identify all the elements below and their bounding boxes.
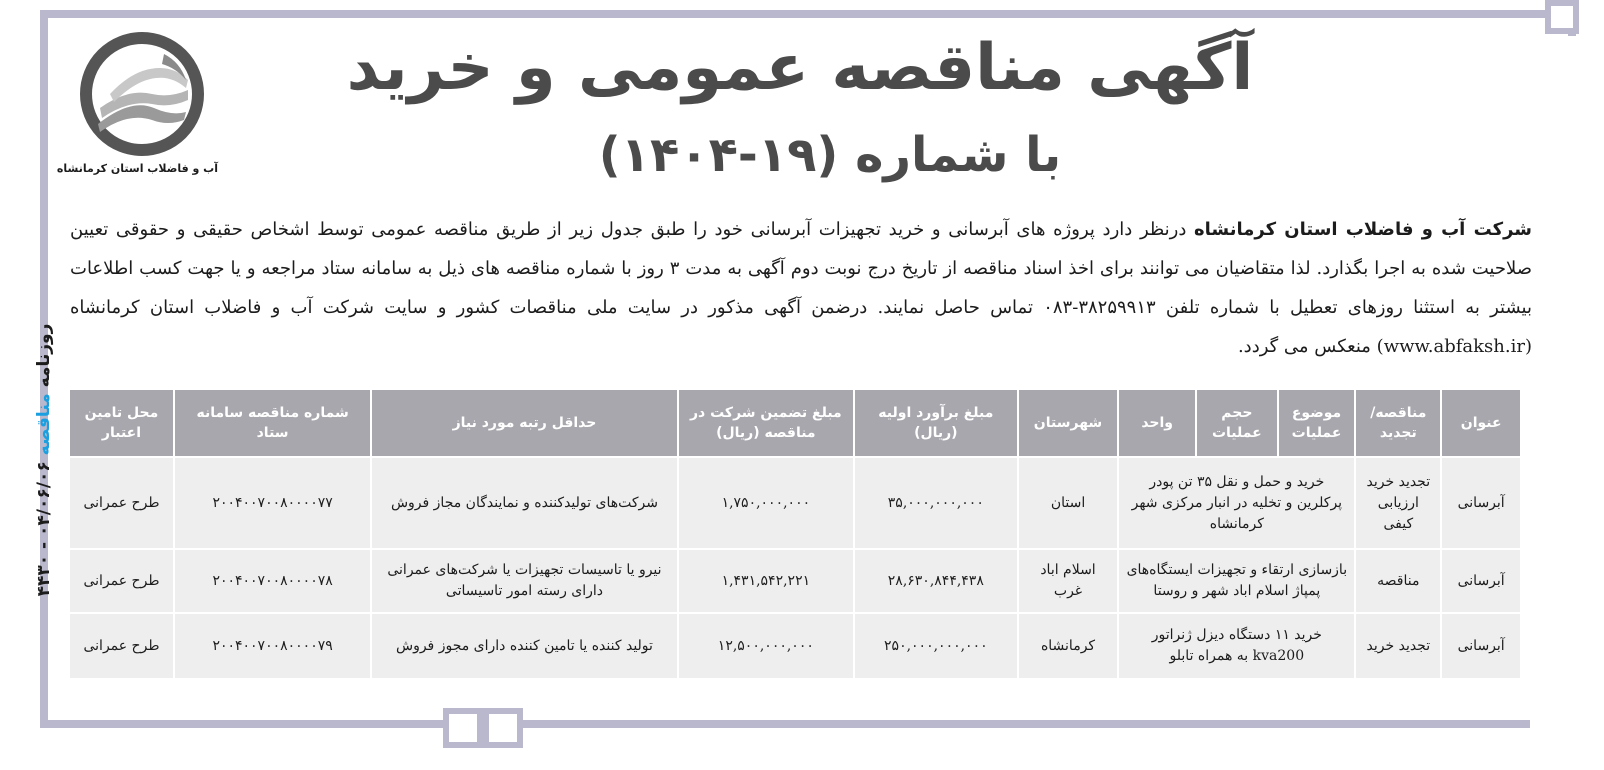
cell-funding: طرح عمرانی (70, 550, 173, 612)
column-header: محل تامین اعتبار (70, 390, 173, 456)
cell-subject: خرید ۱۱ دستگاه دیزل ژنراتور kva200 به همراه تابلو (1119, 614, 1354, 678)
frame-top-border (40, 10, 1576, 18)
frame-decor-square (443, 708, 483, 748)
cell-estimate: ۲۸,۶۳۰,۸۴۴,۴۳۸ (855, 550, 1017, 612)
cell-setad-number: ۲۰۰۴۰۰۷۰۰۸۰۰۰۰۷۹ (175, 614, 370, 678)
frame-corner-square (1545, 0, 1579, 34)
table-row (70, 550, 1520, 612)
frame-decor-square (483, 708, 523, 748)
cell-funding: طرح عمرانی (70, 458, 173, 548)
column-header: مناقصه/ تجدید (1356, 390, 1440, 456)
cell-type: مناقصه (1356, 550, 1440, 612)
company-logo (56, 28, 218, 175)
cell-guarantee: ۱,۷۵۰,۰۰۰,۰۰۰ (679, 458, 853, 548)
cell-city: کرمانشاه (1019, 614, 1118, 678)
newspaper-brand: مناقصه (34, 393, 54, 456)
announcement-paragraph (70, 210, 1532, 366)
frame-bottom-border (40, 720, 1530, 728)
cell-setad-number: ۲۰۰۴۰۰۷۰۰۸۰۰۰۰۷۷ (175, 458, 370, 548)
column-header: حجم عملیات (1197, 390, 1277, 456)
table-row (70, 614, 1520, 678)
cell-type: تجدید خرید ارزیابی کیفی (1356, 458, 1440, 548)
column-header: حداقل رتبه مورد نیاز (372, 390, 676, 456)
cell-city: استان (1019, 458, 1118, 548)
logo-caption: آب و فاضلاب استان کرمانشاه (56, 162, 218, 175)
cell-estimate: ۳۵,۰۰۰,۰۰۰,۰۰۰ (855, 458, 1017, 548)
cell-setad-number: ۲۰۰۴۰۰۷۰۰۸۰۰۰۰۷۸ (175, 550, 370, 612)
column-header: شماره مناقصه سامانه ستاد (175, 390, 370, 456)
cell-estimate: ۲۵۰,۰۰۰,۰۰۰,۰۰۰ (855, 614, 1017, 678)
company-name: شرکت آب و فاضلاب استان کرمانشاه (1194, 219, 1532, 240)
water-waves-logo-icon (76, 28, 208, 160)
table-header-row (70, 390, 1520, 456)
column-header: عنوان (1442, 390, 1520, 456)
cell-title: آبرسانی (1442, 550, 1520, 612)
column-header: شهرستان (1019, 390, 1118, 456)
cell-city: اسلام اباد غرب (1019, 550, 1118, 612)
column-header: واحد (1119, 390, 1195, 456)
cell-grade: نیرو یا تاسیسات تجهیزات یا شرکت‌های عمرانی دارای رسته امور تاسیساتی (372, 550, 676, 612)
column-header: مبلغ تضمین شرکت در مناقصه (ریال) (679, 390, 853, 456)
cell-funding: طرح عمرانی (70, 614, 173, 678)
newspaper-side-label (22, 300, 66, 620)
column-header: موضوع عملیات (1279, 390, 1355, 456)
issue-date: ۰۴/۰۶/۰۶ - ۴۴۳۰ (34, 461, 54, 597)
cell-grade: تولید کننده یا تامین کننده دارای مجوز فروش (372, 614, 676, 678)
column-header: مبلغ برآورد اولیه (ریال) (855, 390, 1017, 456)
tender-table (68, 388, 1522, 680)
cell-guarantee: ۱۲,۵۰۰,۰۰۰,۰۰۰ (679, 614, 853, 678)
cell-type: تجدید خرید (1356, 614, 1440, 678)
cell-subject: بازسازی ارتقاء و تجهیزات ایستگاه‌های پمپاژ اسلام اباد شهر و روستا (1119, 550, 1354, 612)
table-row (70, 458, 1520, 548)
cell-title: آبرسانی (1442, 614, 1520, 678)
cell-title: آبرسانی (1442, 458, 1520, 548)
announcement-text: درنظر دارد پروژه های آبرسانی و خرید تجهیزات آبرسانی خود را طبق جدول زیر از طریق مناقصه عمومی توسط اشخاص حقیقی و حقوقی تعیین صلاحیت شده به اجرا بگذارد. لذا متقاضیان می توانند برای اخذ اسناد مناقصه از تاریخ درج نوبت دوم آگهی به مدت ۳ روز با شماره مناقصه های ذیل به سامانه ستاد مراجعه و یا جهت کسب اطلاعات بیشتر به استثنا روزهای تعطیل با شماره تلفن ۳۸۲۵۹۹۱۳-۰۸۳ تماس حاصل نمایند. درضمن آگهی مذکور در سایت ملی مناقصات کشور و سایت شرکت آب و فاضلاب استان کرمانشاه (www.abfaksh.ir) منعکس می گردد. (70, 219, 1532, 357)
cell-grade: شرکت‌های تولیدکننده و نمایندگان مجاز فروش (372, 458, 676, 548)
tender-number-title: با شماره (۱۹-۱۴۰۴) (598, 127, 1062, 183)
cell-guarantee: ۱,۴۳۱,۵۴۲,۲۲۱ (679, 550, 853, 612)
cell-subject: خرید و حمل و نقل ۳۵ تن پودر پرکلرین و تخلیه در انبار مرکزی شهر کرمانشاه (1119, 458, 1354, 548)
page-title: آگهی مناقصه عمومی و خرید (346, 31, 1254, 105)
newspaper-label: روزنامه (34, 323, 54, 388)
